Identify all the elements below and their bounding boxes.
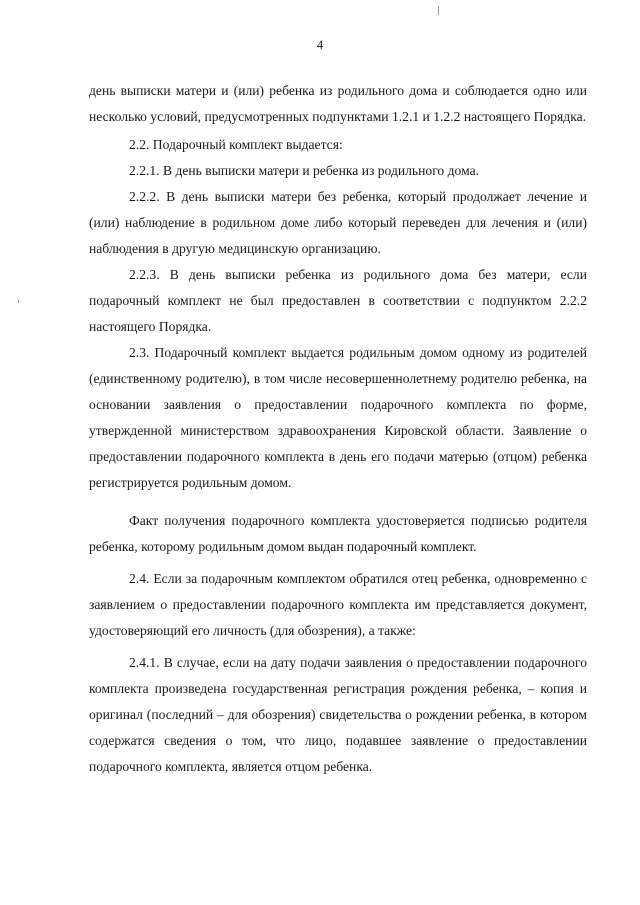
paragraph-2-2-1: 2.2.1. В день выписки матери и ребенка из родильного дома. xyxy=(129,163,480,178)
page-number: 4 xyxy=(316,38,324,52)
document-body xyxy=(89,78,587,780)
paragraph-2-2: 2.2. Подарочный комплект выдается: xyxy=(129,137,343,152)
scan-mark-top xyxy=(438,6,439,15)
paragraph-continuation: день выписки матери и (или) ребенка из родильного дома и соблюдается одно или несколько условий, предусмотренных подпунктами 1.2.1 и 1.2.2 настоящего Порядка. xyxy=(89,83,587,124)
paragraph-2-4-1: 2.4.1. В случае, если на дату подачи заявления о предоставлении подарочного комплекта произведена государственная регистрация рождения ребенка, – копия и оригинал (последний – для обозрения) свидетельства о рождении ребенка, в котором содержатся сведения о том, что лицо, подавшее заявление о предоставлении подарочного комплекта, является отцом ребенка. xyxy=(89,655,587,774)
paragraph-receipt-fact: Факт получения подарочного комплекта удостоверяется подписью родителя ребенка, которому родильным домом выдан подарочный комплект. xyxy=(89,513,587,554)
paragraph-2-2-2: 2.2.2. В день выписки матери без ребенка, который продолжает лечение и (или) наблюдение в родильном доме либо который переведен для лечения и (или) наблюдения в другую медицинскую организацию. xyxy=(89,189,587,256)
scan-mark-left xyxy=(18,300,19,303)
paragraph-2-3: 2.3. Подарочный комплект выдается родильным домом одному из родителей (единственному родителю), в том числе несовершеннолетнему родителю ребенка, на основании заявления о предоставлении подарочного комплекта по форме, утвержденной министерством здравоохранения Кировской области. Заявление о предоставлении подарочного комплекта в день его подачи матерью (отцом) ребенка регистрируется родильным домом. xyxy=(89,345,587,490)
paragraph-2-4: 2.4. Если за подарочным комплектом обратился отец ребенка, одновременно с заявлением о предоставлении подарочного комплекта им представляется документ, удостоверяющий его личность (для обозрения), а также: xyxy=(89,571,587,638)
paragraph-2-2-3: 2.2.3. В день выписки ребенка из родильного дома без матери, если подарочный комплект не был предоставлен в соответствии с подпунктом 2.2.2 настоящего Порядка. xyxy=(89,267,587,334)
